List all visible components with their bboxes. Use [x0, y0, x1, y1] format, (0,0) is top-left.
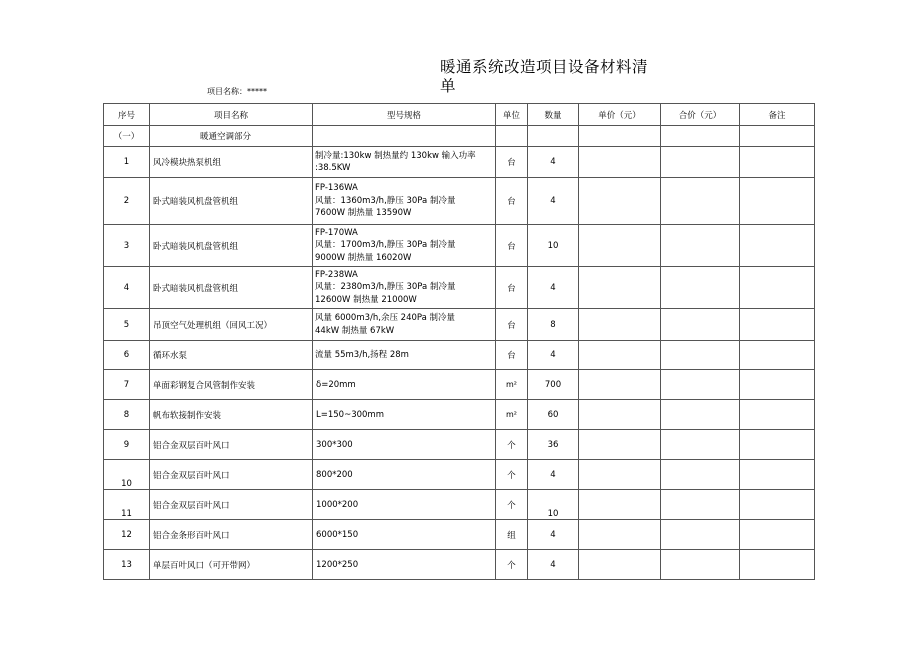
col-header-name: 项目名称 [150, 104, 313, 126]
row-unit-price [579, 550, 661, 580]
row-unit: 组 [496, 520, 528, 550]
row-spec: 制冷量:130kw 制热量约 130kw 输入功率 :38.5KW [313, 147, 496, 178]
row-name: 循环水泵 [150, 341, 313, 370]
row-total-price [661, 147, 740, 178]
row-spec: 1000*200 [313, 490, 496, 520]
row-unit: 台 [496, 309, 528, 341]
row-total-price [661, 341, 740, 370]
row-unit-price [579, 178, 661, 225]
row-no: 1 [104, 147, 150, 178]
col-header-spec: 型号规格 [313, 104, 496, 126]
row-spec: δ=20mm [313, 370, 496, 400]
row-name: 卧式暗装风机盘管机组 [150, 178, 313, 225]
row-unit: 台 [496, 147, 528, 178]
col-header-qty: 数量 [528, 104, 579, 126]
row-unit-price [579, 400, 661, 430]
row-total-price [661, 520, 740, 550]
row-spec: 风量 6000m3/h,余压 240Pa 制冷量 44kW 制热量 67kW [313, 309, 496, 341]
table-row [104, 550, 815, 580]
row-spec: FP-170WA 风量：1700m3/h,静压 30Pa 制冷量 9000W 制热量 16020W [313, 225, 496, 267]
row-qty: 8 [528, 309, 579, 341]
row-unit-price [579, 520, 661, 550]
row-spec: 6000*150 [313, 520, 496, 550]
row-unit: m² [496, 370, 528, 400]
table-row [104, 370, 815, 400]
table-row [104, 147, 815, 178]
row-name: 风冷模块热泵机组 [150, 147, 313, 178]
row-qty: 4 [528, 460, 579, 490]
row-no: 4 [104, 267, 150, 309]
row-total-price [661, 400, 740, 430]
col-header-remarks: 备注 [740, 104, 815, 126]
row-qty: 10 [528, 225, 579, 267]
col-header-no: 序号 [104, 104, 150, 126]
row-no: 3 [104, 225, 150, 267]
row-remarks [740, 341, 815, 370]
row-unit-price [579, 225, 661, 267]
col-header-total-price: 合价（元） [661, 104, 740, 126]
row-name: 铝合金双层百叶风口 [150, 430, 313, 460]
row-total-price [661, 490, 740, 520]
table-row [104, 267, 815, 309]
row-spec: 300*300 [313, 430, 496, 460]
row-unit-price [579, 147, 661, 178]
row-remarks [740, 520, 815, 550]
row-unit-price [579, 370, 661, 400]
row-remarks [740, 550, 815, 580]
row-qty: 36 [528, 430, 579, 460]
row-total-price [661, 370, 740, 400]
table-row [104, 490, 815, 520]
row-qty: 4 [528, 520, 579, 550]
row-qty: 4 [528, 267, 579, 309]
row-no: 13 [104, 550, 150, 580]
col-header-unit: 单位 [496, 104, 528, 126]
row-no: 10 [121, 478, 132, 489]
row-name: 单面彩钢复合风管制作安装 [150, 370, 313, 400]
row-total-price [661, 309, 740, 341]
row-unit: 个 [496, 430, 528, 460]
table-row [104, 520, 815, 550]
section-row [104, 126, 815, 147]
row-unit-price [579, 341, 661, 370]
row-no: 6 [104, 341, 150, 370]
table-row [104, 309, 815, 341]
row-no: 9 [104, 430, 150, 460]
row-spec: FP-136WA 风量：1360m3/h,静压 30Pa 制冷量 7600W 制热量 13590W [313, 178, 496, 225]
row-unit: 个 [496, 490, 528, 520]
row-name: 铝合金双层百叶风口 [150, 490, 313, 520]
row-name: 单层百叶风口（可开带网） [150, 550, 313, 580]
row-unit: 个 [496, 460, 528, 490]
section-name: 暖通空调部分 [150, 126, 313, 147]
row-qty: 4 [528, 341, 579, 370]
row-unit: 个 [496, 550, 528, 580]
table-row [104, 400, 815, 430]
row-remarks [740, 147, 815, 178]
row-unit: 台 [496, 225, 528, 267]
table-row [104, 430, 815, 460]
row-qty: 4 [528, 147, 579, 178]
row-no: 7 [104, 370, 150, 400]
row-name: 铝合金条形百叶风口 [150, 520, 313, 550]
project-name-label: 项目名称：***** [207, 87, 267, 96]
row-unit: 台 [496, 341, 528, 370]
row-unit: 台 [496, 178, 528, 225]
materials-table [103, 103, 815, 580]
row-total-price [661, 178, 740, 225]
row-remarks [740, 178, 815, 225]
row-name: 铝合金双层百叶风口 [150, 460, 313, 490]
row-total-price [661, 267, 740, 309]
row-unit-price [579, 430, 661, 460]
row-name: 卧式暗装风机盘管机组 [150, 225, 313, 267]
table-row [104, 178, 815, 225]
row-spec: 1200*250 [313, 550, 496, 580]
row-spec: L=150~300mm [313, 400, 496, 430]
row-unit-price [579, 267, 661, 309]
section-no: （一） [104, 126, 150, 147]
row-remarks [740, 460, 815, 490]
row-unit-price [579, 460, 661, 490]
row-unit-price [579, 490, 661, 520]
row-no: 11 [121, 508, 132, 519]
row-name: 帆布软接制作安装 [150, 400, 313, 430]
row-qty: 60 [528, 400, 579, 430]
row-spec: 800*200 [313, 460, 496, 490]
row-no: 5 [104, 309, 150, 341]
table-row [104, 460, 815, 490]
table-header-row [104, 104, 815, 126]
row-name: 卧式暗装风机盘管机组 [150, 267, 313, 309]
row-remarks [740, 225, 815, 267]
table-row [104, 225, 815, 267]
row-unit: 台 [496, 267, 528, 309]
table-row [104, 341, 815, 370]
row-remarks [740, 400, 815, 430]
row-unit: m² [496, 400, 528, 430]
row-qty: 4 [528, 178, 579, 225]
document-title: 暖通系统改造项目设备材料清单 [440, 58, 649, 95]
row-remarks [740, 490, 815, 520]
row-spec: 流量 55m3/h,扬程 28m [313, 341, 496, 370]
row-total-price [661, 460, 740, 490]
row-name: 吊顶空气处理机组（回风工况） [150, 309, 313, 341]
row-spec: FP-238WA 风量：2380m3/h,静压 30Pa 制冷量 12600W 制热量 21000W [313, 267, 496, 309]
row-qty: 10 [547, 508, 559, 519]
row-remarks [740, 309, 815, 341]
row-remarks [740, 370, 815, 400]
row-total-price [661, 550, 740, 580]
row-total-price [661, 225, 740, 267]
row-no: 8 [104, 400, 150, 430]
row-qty: 4 [528, 550, 579, 580]
row-unit-price [579, 309, 661, 341]
row-remarks [740, 267, 815, 309]
col-header-unit-price: 单价（元） [579, 104, 661, 126]
row-no: 12 [104, 520, 150, 550]
row-qty: 700 [528, 370, 579, 400]
row-no: 2 [104, 178, 150, 225]
row-total-price [661, 430, 740, 460]
row-remarks [740, 430, 815, 460]
